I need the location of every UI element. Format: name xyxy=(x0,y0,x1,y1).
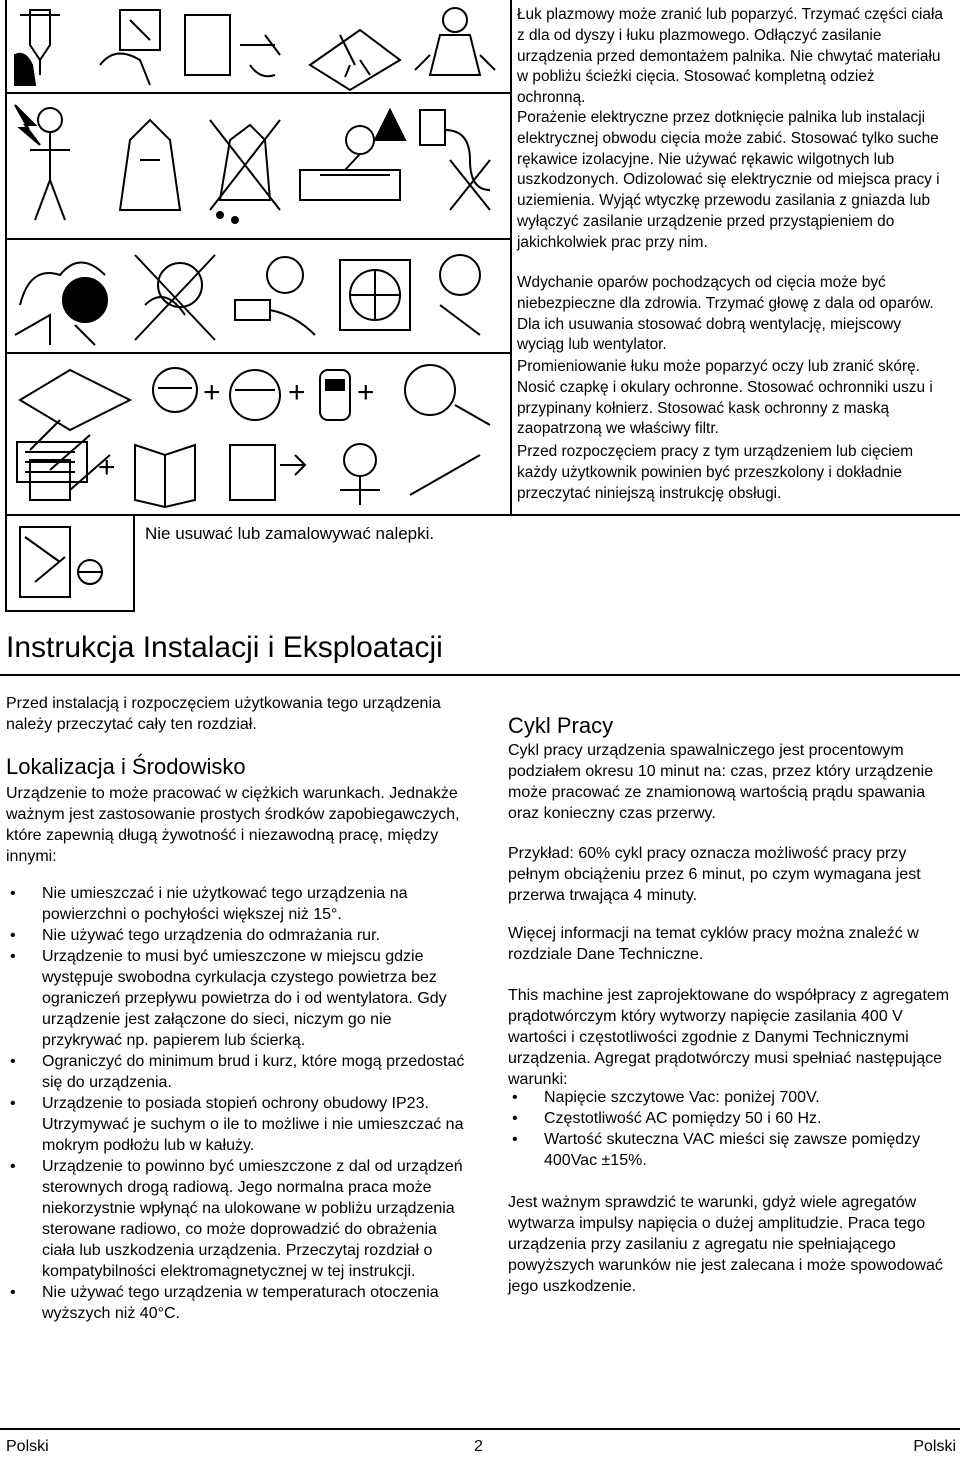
list-item: • Nie używać tego urządzenia w temperaturach otoczenia wyższych niż 40°C. xyxy=(10,1284,439,1322)
duty-cycle-definition: Cykl pracy urządzenia spawalniczego jest procentowym podziałem okresu 10 minut na: czas, przez który urządzenie może pracować ze znamionową wartością prądu spawania oraz konieczny czas przerwy. xyxy=(508,742,934,822)
generator-requirements: This machine jest zaprojektowane do współpracy z agregatem prądotwórczym który wytworzy napięcie zasilania 400 V wartości i częstotliwości zgodnie z Danymi Technicznymi urządzenia. Agregat prądotwórczy musi spełniać następujące warunki: xyxy=(508,987,950,1088)
dry-gloves-icon xyxy=(100,100,200,230)
operator-with-fan-icon xyxy=(420,245,500,350)
disconnect-power-icon xyxy=(180,5,290,90)
cut-workpiece-icon xyxy=(300,5,410,90)
plus-sign: + xyxy=(288,376,306,409)
duty-cycle-example: Przykład: 60% cykl pracy oznacza możliwość pracy przy pełnym obciążeniu przez 6 minut, po czym wymagana jest przerwa trwająca 4 minuty. xyxy=(508,845,921,904)
safety-glasses-icon xyxy=(225,360,285,430)
generator-bullet-list xyxy=(508,1087,948,1171)
warning-read-manual-text: Przed rozpoczęciem pracy z tym urządzeniem lub cięciem każdy użytkownik powinien być przeszkolony i dokładnie przeczytać niniejszą instrukcję obsługi. xyxy=(517,443,914,502)
footer-language-left: Polski xyxy=(6,1438,49,1455)
plasma-torch-hazard-icon xyxy=(10,5,80,90)
location-bullet-list xyxy=(6,883,466,1324)
list-item: • Nie używać tego urządzenia do odmrażania rur. xyxy=(10,927,380,944)
warning-electric-shock-text: Porażenie elektryczne przez dotknięcie palnika lub instalacji elektrycznej obwodu cięcia może zabić. Stosować tylko suche rękawice izolacyjne. Nie używać rękawic wilgotnych lub uszkodzonych. Odizolować się elektrycznie od miejsca pracy i uziemienia. Wyjąć wtyczkę przewodu zasilania z gniazda lub wyłączyć zasilanie urządzenie przed przystąpieniem do jakichkolwiek prac przy nim. xyxy=(517,109,940,251)
page-title: Instrukcja Instalacji i Eksploatacji xyxy=(6,631,443,664)
training-icon xyxy=(220,435,310,510)
trained-operator-icon xyxy=(320,435,500,510)
list-item: • Urządzenie to musi być umieszczone w miejscu gdzie występuje swobodna cyrkulacja czystego powietrza bez ograniczeń przepływu powietrza do i od wentylatora. Gdy urządzenie jest załączone do sieci, niczym go nie przykrywać np. papierem lub ścierką. xyxy=(10,948,447,1049)
list-item: • Napięcie szczytowe Vac: poniżej 700V. xyxy=(512,1089,820,1106)
footer-language-right: Polski xyxy=(913,1438,956,1455)
ventilation-icon xyxy=(225,245,325,350)
insulate-worker-icon xyxy=(290,100,410,230)
list-item: • Urządzenie to posiada stopień ochrony obudowy IP23. Utrzymywać je suchym o ile to możliwe i nie umieszczać na mokrym podłożu lub w kałuży. xyxy=(10,1095,464,1154)
title-divider xyxy=(0,674,960,676)
list-item: • Wartość skuteczna VAC mieści się zawsze pomiędzy 400Vac ±15%. xyxy=(512,1131,921,1169)
protective-clothing-icon xyxy=(410,5,500,90)
duty-cycle-heading: Cykl Pracy xyxy=(508,713,614,738)
location-intro: Urządzenie to może pracować w ciężkich warunkach. Jednakże ważnym jest zastosowanie prostych środków zapobiegawczych, które zapewnią długą żywotność i niezawodną pracę, między innymi: xyxy=(6,785,460,865)
no-wet-gloves-icon xyxy=(200,100,290,230)
list-item: • Ograniczyć do minimum brud i kurz, które mogą przedostać się do urządzenia. xyxy=(10,1053,465,1091)
exhaust-fan-icon xyxy=(330,245,420,350)
fumes-hazard-icon xyxy=(10,245,120,350)
arc-rays-icon xyxy=(10,360,140,510)
plus-sign: + xyxy=(357,376,375,409)
warning-fumes-text: Wdychanie oparów pochodzących od cięcia może być niebezpieczne dla zdrowia. Trzymać głowę z dala od oparów. Dla ich usuwania stosować dobrą wentylację, miejscowy wyciąg lub wentylator. xyxy=(517,274,934,354)
list-item: • Częstotliwość AC pomiędzy 50 i 60 Hz. xyxy=(512,1110,822,1127)
page-number: 2 xyxy=(474,1438,483,1455)
label-sticker-icon xyxy=(10,522,125,607)
intro-text: Przed instalacją i rozpoczęciem użytkowania tego urządzenia należy przeczytać cały ten rozdział. xyxy=(6,695,441,733)
warning-arc-rays-text: Promieniowanie łuku może poparzyć oczy lub zranić skórę. Nosić czapkę i okulary ochronne. Stosować ochronniki uszu i przypinany kołnierz. Stosować kask ochronny z maską zaopatrzoną we właściwy filtr. xyxy=(517,358,933,438)
list-item: • Urządzenie to powinno być umieszczone z dal od urządzeń sterownych drogą radiową. Jego normalna praca może niekorzystnie wpłynąć na ulokowane w pobliżu urządzenia sterowane radiowo, co może doprowadzić do obrażenia ciała lub uszkodzenia urządzenia. Przeczytaj rozdział o kompatybilności elektromagnetycznej w tej instrukcji. xyxy=(10,1158,463,1280)
location-heading: Lokalizacja i Środowisko xyxy=(6,754,246,779)
warning-arc-burn-text: Łuk plazmowy może zranić lub poparzyć. Trzymać części ciała z dla od dyszy i łuku plazmowego. Odłączyć zasilanie urządzenia przed demontażem palnika. Nie chwytać materiału w pobliżu ścieżki cięcia. Stosować kompletną odzież ochronną. xyxy=(517,6,943,107)
plus-sign: + xyxy=(98,451,116,484)
electric-shock-icon xyxy=(10,100,90,230)
duty-cycle-more-info: Więcej informacji na temat cyklów pracy można znaleźć w rozdziale Dane Techniczne. xyxy=(508,925,919,963)
sticker-note: Nie usuwać lub zamalowywać nalepki. xyxy=(145,524,435,543)
face-shield-icon xyxy=(150,360,200,420)
no-breathing-fumes-icon xyxy=(125,245,225,350)
generator-warning: Jest ważnym sprawdzić te warunki, gdyż wiele agregatów wytwarza impulsy napięcia o dużej amplitudzie. Praca tego urządzenia przy zasilaniu z agregatu nie spełniającego powyższych warunków nie jest zalecana i może spowodować jego uszkodzenie. xyxy=(508,1194,943,1295)
plus-sign: + xyxy=(203,376,221,409)
hand-near-arc-icon xyxy=(90,5,170,90)
list-item: • Nie umieszczać i nie użytkować tego urządzenia na powierzchni o pochyłości większej niż 15°. xyxy=(10,885,408,923)
open-manual-icon xyxy=(125,435,205,510)
unplug-power-icon xyxy=(410,100,500,230)
helmet-welder-icon xyxy=(380,355,500,430)
footer-divider xyxy=(0,1428,960,1430)
welding-mask-icon xyxy=(315,365,355,425)
read-manual-icon xyxy=(15,440,90,485)
